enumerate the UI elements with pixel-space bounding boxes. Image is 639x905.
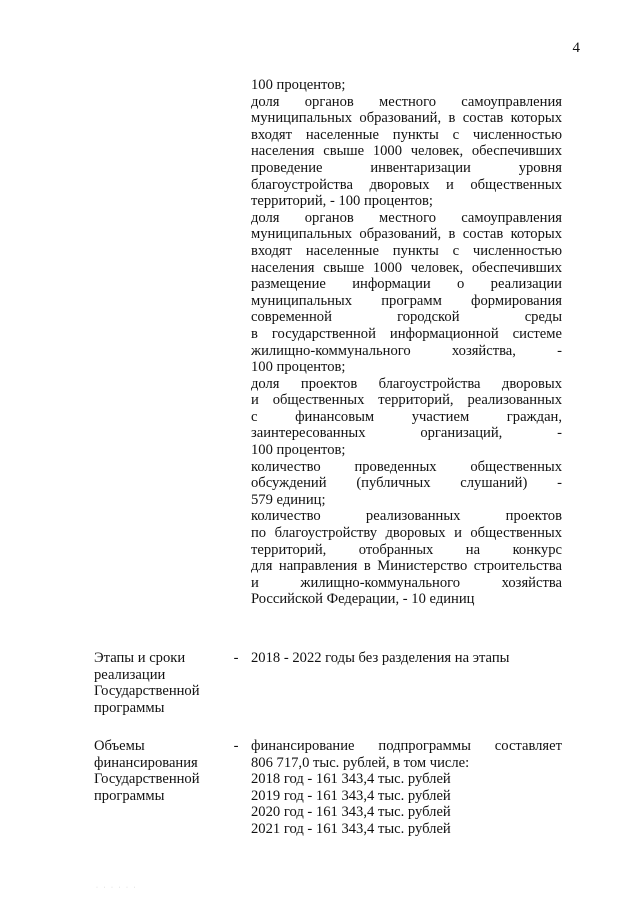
scan-specks: · · · · · · [96, 885, 138, 891]
text-line: для направления в Министерство строительства [251, 558, 562, 575]
continuation-block [251, 77, 562, 608]
value-line: 2020 год - 161 343,4 тыс. рублей [251, 804, 451, 821]
section-label [94, 738, 229, 804]
text-line: входят населенные пункты с численностью [251, 126, 562, 143]
section-value [251, 650, 562, 667]
text-line: с финансовым участием граждан, [251, 408, 562, 425]
label-line: реализации [94, 666, 166, 683]
label-line: Этапы и сроки [94, 650, 186, 666]
section-dash: - [233, 650, 239, 666]
text-line: обсуждений (публичных слушаний) - [251, 475, 562, 492]
text-line: населения свыше 1000 человек, обеспечивших [251, 259, 562, 276]
text-line: по благоустройству дворовых и общественных [251, 525, 562, 542]
text-line: размещение информации о реализации [251, 276, 562, 293]
text-line: 100 процентов; [251, 77, 346, 93]
value-line: 806 717,0 тыс. рублей, в том числе: [251, 754, 470, 771]
label-line: программы [94, 787, 165, 804]
text-line: проведение инвентаризации уровня [251, 159, 562, 176]
text-line: муниципальных образований, в состав которых [251, 110, 562, 127]
text-line: населения свыше 1000 человек, обеспечивших [251, 143, 562, 160]
page-number: 4 [572, 40, 580, 56]
text-line: Российской Федерации, - 10 единиц [251, 591, 475, 608]
value-line: финансирование подпрограммы составляет [251, 738, 562, 754]
text-line: в государственной информационной системе [251, 325, 562, 342]
text-line: территорий, отобранных на конкурс [251, 541, 562, 558]
section-value [251, 738, 562, 838]
text-line: количество реализованных проектов [251, 508, 562, 525]
value-line: 2021 год - 161 343,4 тыс. рублей [251, 820, 451, 837]
label-line: Государственной [94, 771, 200, 788]
text-line: и общественных территорий, реализованных [251, 392, 562, 409]
label-line: Государственной [94, 683, 200, 700]
text-line: муниципальных программ формирования [251, 292, 562, 309]
value-line: 2018 год - 161 343,4 тыс. рублей [251, 771, 451, 788]
text-line: современной городской среды [251, 309, 562, 326]
label-line: Объемы [94, 738, 145, 754]
text-line: доля органов местного самоуправления [251, 209, 562, 226]
text-line: муниципальных образований, в состав которых [251, 226, 562, 243]
text-line: доля проектов благоустройства дворовых [251, 375, 562, 392]
text-line: 579 единиц; [251, 491, 326, 508]
text-line: 100 процентов; [251, 359, 346, 376]
text-line: количество проведенных общественных [251, 458, 562, 475]
text-line: входят населенные пункты с численностью [251, 242, 562, 259]
label-line: финансирования [94, 754, 198, 771]
section-dash: - [233, 738, 239, 754]
label-line: программы [94, 699, 165, 716]
text-line: 100 процентов; [251, 442, 346, 459]
text-line: территорий, - 100 процентов; [251, 193, 433, 210]
section-label [94, 650, 229, 716]
text-line: заинтересованных организаций, - [251, 425, 562, 442]
text-line: доля органов местного самоуправления [251, 93, 562, 110]
text-line: и жилищно-коммунального хозяйства [251, 574, 562, 591]
value-line: 2019 год - 161 343,4 тыс. рублей [251, 787, 451, 804]
text-line: жилищно-коммунального хозяйства, - [251, 342, 562, 359]
value-line: 2018 - 2022 годы без разделения на этапы [251, 650, 510, 666]
text-line: благоустройства дворовых и общественных [251, 176, 562, 193]
